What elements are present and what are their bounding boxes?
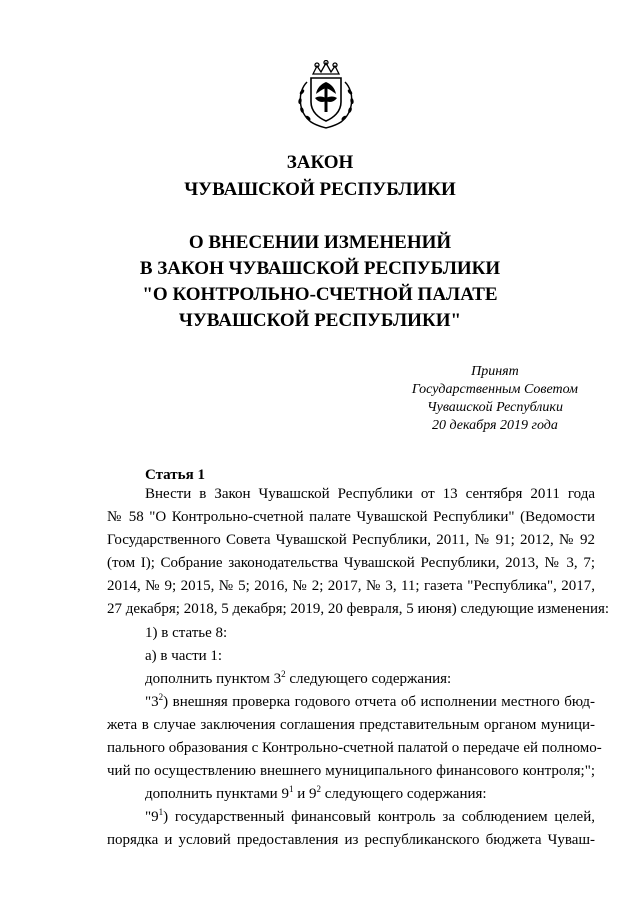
adoption-line: Принят: [471, 364, 519, 379]
superscript: 1: [158, 807, 164, 817]
text-fragment: "3: [145, 694, 159, 710]
law-subject-line: ЧУВАШСКОЙ РЕСПУБЛИКИ": [178, 310, 462, 331]
adoption-note: [412, 363, 578, 435]
article-title: Статья 1: [145, 467, 205, 483]
body-line: [107, 671, 595, 688]
body-line: [107, 694, 595, 711]
law-republic: ЧУВАШСКОЙ РЕСПУБЛИКИ: [184, 179, 456, 200]
law-subject-line: В ЗАКОН ЧУВАШСКОЙ РЕСПУБЛИКИ: [139, 258, 501, 279]
body-line: жета в случае заключения соглашения представительным органом муници-: [107, 717, 595, 733]
law-title: ЗАКОН: [286, 152, 354, 173]
body-line: [107, 809, 595, 826]
superscript: 2: [316, 784, 321, 794]
body-line: 2014, № 9; 2015, № 5; 2016, № 2; 2017, № 3, 11; газета "Республика", 2017,: [107, 578, 595, 594]
law-subject-line: "О КОНТРОЛЬНО-СЧЕТНОЙ ПАЛАТЕ: [142, 284, 498, 305]
text-fragment: дополнить пунктами 9: [145, 786, 289, 802]
law-subject-line: О ВНЕСЕНИИ ИЗМЕНЕНИЙ: [188, 232, 452, 253]
adoption-line: Чувашской Республики: [426, 400, 563, 415]
body-line: Государственного Совета Чувашской Республики, 2011, № 91; 2012, № 92: [107, 532, 595, 548]
superscript: 1: [288, 784, 294, 794]
body-line: № 58 "О Контрольно-счетной палате Чувашской Республики" (Ведомости: [107, 509, 595, 525]
coat-of-arms-icon: [293, 60, 359, 132]
adoption-line: Государственным Советом: [411, 382, 578, 397]
body-line: пального образования с Контрольно-счетной палатой о передаче ей полномо-: [107, 740, 602, 756]
text-fragment: ) государственный финансовый контроль за соблюдением целей,: [163, 809, 595, 825]
text-fragment: дополнить пунктом 3: [145, 671, 282, 687]
body-line: чий по осуществлению внешнего муниципального финансового контроля;";: [107, 763, 595, 779]
body-line: порядка и условий предоставления из республиканского бюджета Чуваш-: [107, 832, 595, 848]
body-line: 1) в статье 8:: [145, 625, 228, 641]
body-line: а) в части 1:: [145, 648, 223, 664]
body-line: [107, 786, 595, 803]
superscript: 2: [158, 692, 164, 702]
adoption-date: 20 декабря 2019 года: [432, 418, 558, 433]
superscript: 2: [281, 669, 286, 679]
text-fragment: ) внешняя проверка годового отчета об исполнении местного бюд-: [163, 694, 595, 710]
body-line: Внести в Закон Чувашской Республики от 13 сентября 2011 года: [145, 486, 595, 502]
text-fragment: следующего содержания:: [321, 786, 487, 802]
text-fragment: следующего содержания:: [285, 671, 452, 687]
body-line: (том I); Собрание законодательства Чувашской Республики, 2013, № 3, 7;: [107, 555, 595, 571]
text-fragment: и 9: [293, 786, 317, 802]
text-fragment: "9: [145, 809, 159, 825]
body-line: 27 декабря; 2018, 5 декабря; 2019, 20 февраля, 5 июня) следующие изменения:: [107, 601, 610, 617]
